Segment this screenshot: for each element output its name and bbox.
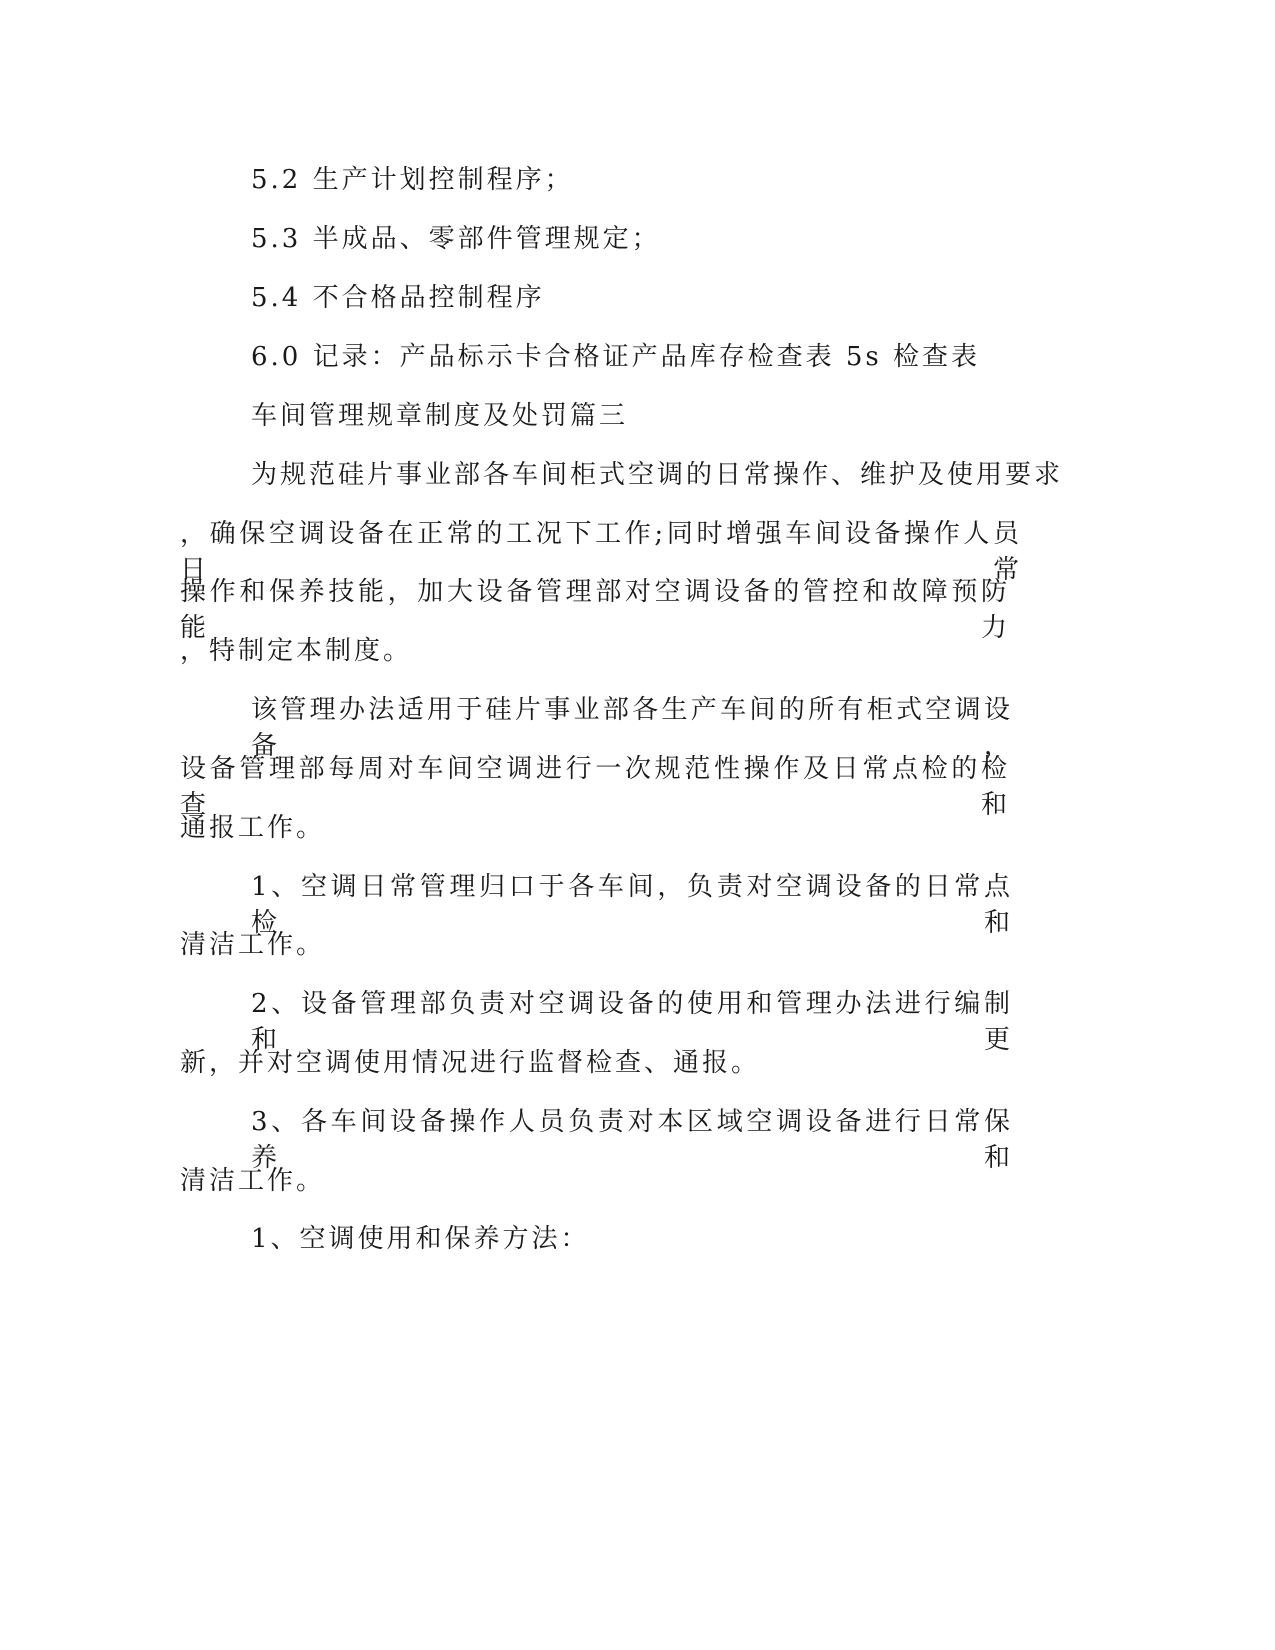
item-2-line-1: 2、设备管理部负责对空调设备的使用和管理办法进行编制和更 [251,989,1013,1055]
line-3: 5.4 不合格品控制程序 [251,283,545,313]
paragraph-2-line-3: 通报工作。 [180,813,326,843]
paragraph-1-line-2: ，确保空调设备在正常的工况下工作;同时增强车间设备操作人员日常 [180,519,1022,585]
item-1-line-2: 清洁工作。 [180,930,326,960]
section-heading: 车间管理规章制度及处罚篇三 [251,401,629,431]
item-1-line-1: 1、空调日常管理归口于各车间，负责对空调设备的日常点检和 [251,872,1013,938]
paragraph-1-line-3: 操作和保养技能，加大设备管理部对空调设备的管控和故障预防能力 [180,577,1010,643]
paragraph-2-line-2: 设备管理部每周对车间空调进行一次规范性操作及日常点检的检查和 [180,754,1010,820]
item-3-line-1: 3、各车间设备操作人员负责对本区域空调设备进行日常保养和 [251,1107,1013,1173]
item-3-line-2: 清洁工作。 [180,1166,326,1196]
subsection-heading: 1、空调使用和保养方法： [251,1224,590,1254]
paragraph-1-line-1: 为规范硅片事业部各车间柜式空调的日常操作、维护及使用要求 [251,460,1064,490]
line-4: 6.0 记录：产品标示卡合格证产品库存检查表 5s 检查表 [251,342,981,372]
paragraph-1-line-4: ，特制定本制度。 [180,636,413,666]
item-2-line-2: 新，并对空调使用情况进行监督检查、通报。 [180,1048,761,1078]
line-1: 5.2 生产计划控制程序； [251,165,574,195]
line-2: 5.3 半成品、零部件管理规定； [251,224,661,254]
paragraph-2-line-1: 该管理办法适用于硅片事业部各生产车间的所有柜式空调设备， [251,695,1013,761]
